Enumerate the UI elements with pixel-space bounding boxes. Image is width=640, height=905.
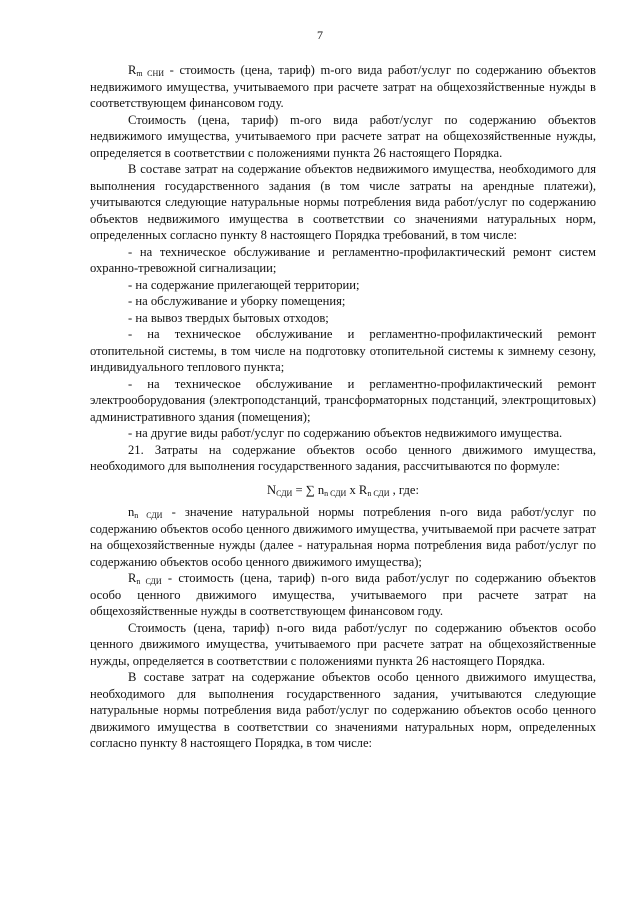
formula — [90, 482, 596, 499]
symbol-subscript: n СДИ — [136, 577, 162, 586]
paragraph: Стоимость (цена, тариф) n-ого вида работ/услуг по содержанию объектов особо ценного движимого имущества, учитываемого при расчете затрат на общехозяйственные нужды, определяется в соответствии с положениями пункта 26 настоящего Порядка. — [90, 620, 596, 668]
list-item: - на вывоз твердых бытовых отходов; — [128, 310, 329, 325]
formula-n: N — [267, 482, 277, 497]
formula-n-n-subscript: n СДИ — [324, 488, 347, 498]
paragraph: В составе затрат на содержание объектов особо ценного движимого имущества, необходимого для выполнения государственного задания, учитываются следующие натуральные нормы потребления вида работ/услуг по содержанию объектов особо ценного движимого имущества в соответствии со значениями натуральных норм, определенных согласно пункту 8 настоящего Порядка, в том числе: — [90, 670, 596, 750]
paragraph-text: - стоимость (цена, тариф) n-ого вида работ/услуг по содержанию объектов особо ценного движимого имущества, учитываемого при расчете затрат на общехозяйственные нужды в соответствующем финансовом году. — [90, 571, 597, 618]
definition-n-n-sdi — [90, 504, 596, 570]
section-21-paragraph: 21. Затраты на содержание объектов особо ценного движимого имущества, необходимого для выполнения государственного задания, рассчитываются по формуле: — [90, 442, 596, 473]
list-item: - на техническое обслуживание и регламентно-профилактический ремонт систем охранно-тревожной сигнализации; — [90, 244, 596, 275]
definition-r-m-sni — [90, 62, 596, 112]
paragraph: В составе затрат на содержание объектов недвижимого имущества, необходимого для выполнения государственного задания (в том числе затраты на арендные платежи), учитываются следующие натуральные нормы потребления вида работ/услуг по содержанию объектов недвижимого имущества в соответствии со значениями натуральных норм, определенных согласно пункту 8 настоящего Порядка требований, в том числе: — [90, 162, 596, 242]
formula-tail: , где: — [389, 482, 419, 497]
list-item: - на обслуживание и уборку помещения; — [128, 294, 346, 308]
symbol-letter: R — [128, 571, 137, 585]
list-item: - на содержание прилегающей территории; — [128, 277, 360, 292]
list-item: - на другие виды работ/услуг по содержанию объектов недвижимого имущества. — [128, 426, 563, 440]
page-number: 7 — [317, 28, 323, 42]
symbol-subscript: m СНИ — [136, 69, 165, 78]
formula-sum: = ∑ n — [292, 482, 325, 497]
document-body — [90, 62, 596, 752]
paragraph-text: - стоимость (цена, тариф) m-ого вида работ/услуг по содержанию объектов недвижимого имущества, учитываемого при расчете затрат на общехозяйственные нужды в соответствующем финансовом году. — [90, 63, 596, 110]
formula-n-subscript: СДИ — [276, 488, 293, 498]
symbol-letter: R — [128, 63, 137, 77]
list-item: - на техническое обслуживание и регламентно-профилактический ремонт отопительной системы, в том числе на подготовку отопительной системы к зимнему сезону, индивидуального теплового пункта; — [90, 327, 596, 374]
symbol-subscript: n СДИ — [134, 511, 163, 520]
paragraph: Стоимость (цена, тариф) m-ого вида работ/услуг по содержанию объектов недвижимого имущества, учитываемого при расчете затрат на общехозяйственные нужды, определяется в соответствии с положениями пункта 26 настоящего Порядка. — [90, 112, 596, 160]
definition-r-n-sdi — [90, 570, 596, 620]
paragraph-text: - значение натуральной нормы потребления n-ого вида работ/услуг по содержанию объектов особо ценного движимого имущества, учитываемой при расчете затрат на общехозяйственные нужды (далее - натуральная норма потребления вида работ/услуг по содержанию объектов особо ценного движимого имущества); — [90, 505, 596, 569]
symbol-letter: n — [128, 505, 135, 519]
list-item: - на техническое обслуживание и регламентно-профилактический ремонт электрооборудования (электроподстанций, трансформаторных подстанций, электрощитовых) административного здания (помещения); — [90, 376, 596, 424]
formula-r-subscript: n СДИ — [367, 488, 390, 498]
formula-times-r: x R — [346, 482, 368, 497]
